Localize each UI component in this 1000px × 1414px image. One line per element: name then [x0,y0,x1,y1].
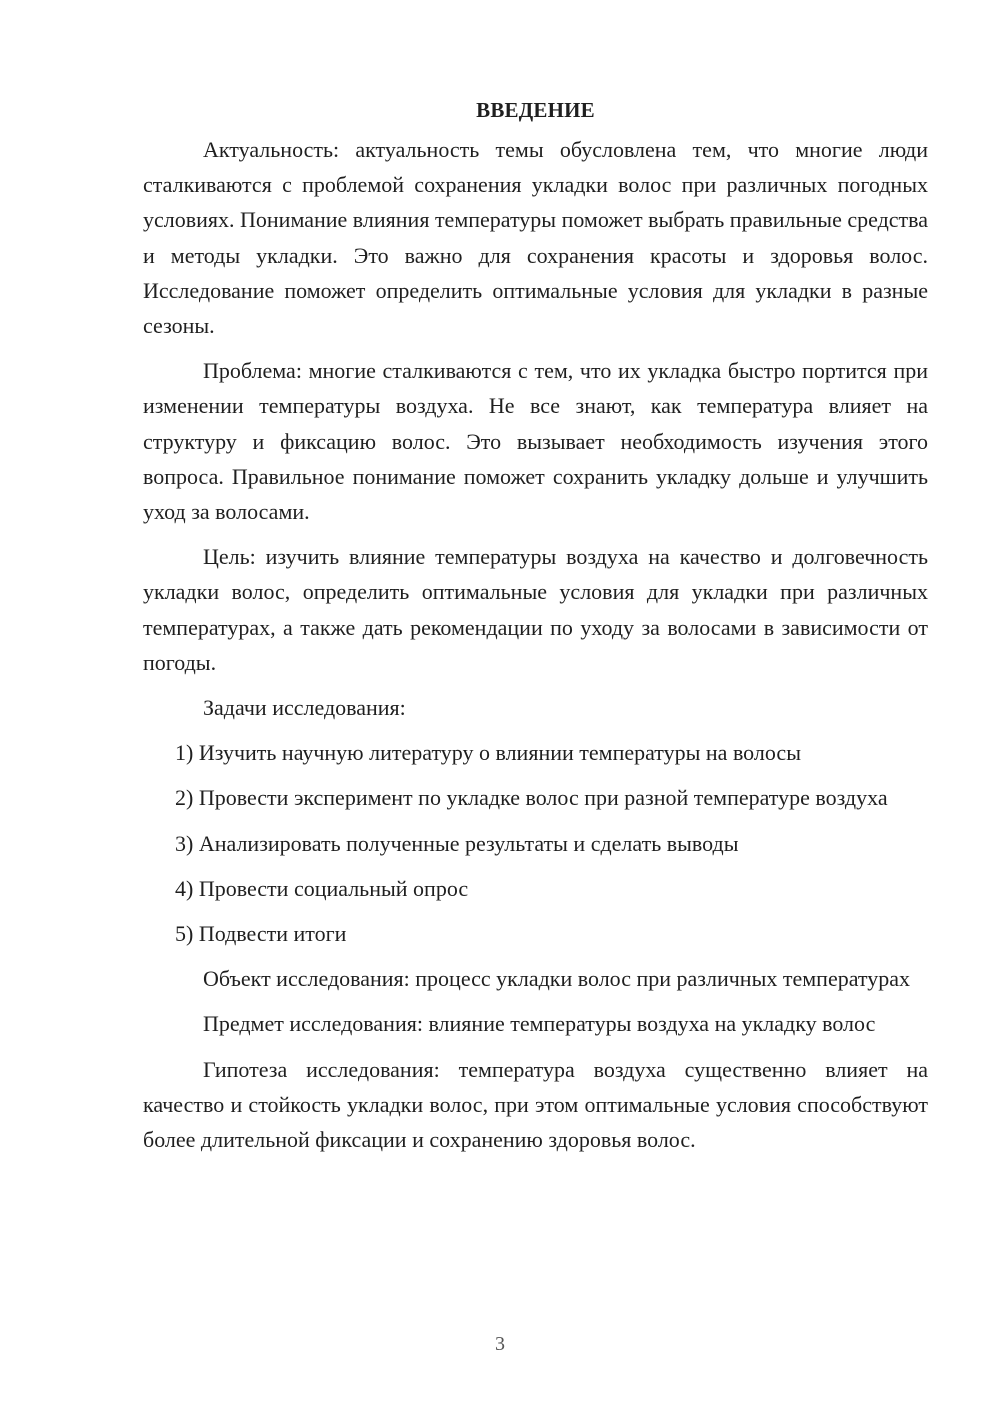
task-item: 5) Подвести итоги [175,921,347,947]
task-item: 2) Провести эксперимент по укладке волос при разной температуре воздуха [175,785,888,811]
subject-paragraph: Предмет исследования: влияние температуры воздуха на укладку волос [203,1011,876,1037]
tasks-title: Задачи исследования: [203,695,406,721]
relevance-paragraph: Актуальность: актуальность темы обусловлена тем, что многие люди сталкиваются с проблемой сохранения укладки волос при различных погодных условиях. Понимание влияния температуры поможет выбрать правильные средства и методы укладки. Это важно для сохранения красоты и здоровья волос. Исследование поможет определить оптимальные условия для укладки в разные сезоны. [143,137,929,339]
object-paragraph: Объект исследования: процесс укладки волос при различных температурах [203,966,910,992]
goal-paragraph: Цель: изучить влияние температуры воздуха на качество и долговечность укладки волос, определить оптимальные условия для укладки при различных температурах, а также дать рекомендации по уходу за волосами в зависимости от погоды. [143,544,928,675]
page-number: 3 [495,1333,505,1355]
task-item: 3) Анализировать полученные результаты и сделать выводы [175,830,739,856]
document-page [143,92,928,1167]
task-item: 4) Провести социальный опрос [175,875,469,901]
section-heading: ВВЕДЕНИЕ [476,98,595,122]
problem-paragraph: Проблема: многие сталкиваются с тем, что их укладка быстро портится при изменении температуры воздуха. Не все знают, как температура влияет на структуру и фиксацию волос. Это вызывает необходимость изучения этого вопроса. Правильное понимание поможет сохранить укладку дольше и улучшить уход за волосами. [143,358,928,525]
task-item: 1) Изучить научную литературу о влиянии температуры на волосы [175,740,801,766]
hypothesis-paragraph: Гипотеза исследования: температура воздуха существенно влияет на качество и стойкость укладки волос, при этом оптимальные условия способствуют более длительной фиксации и сохранению здоровья волос. [143,1056,928,1153]
